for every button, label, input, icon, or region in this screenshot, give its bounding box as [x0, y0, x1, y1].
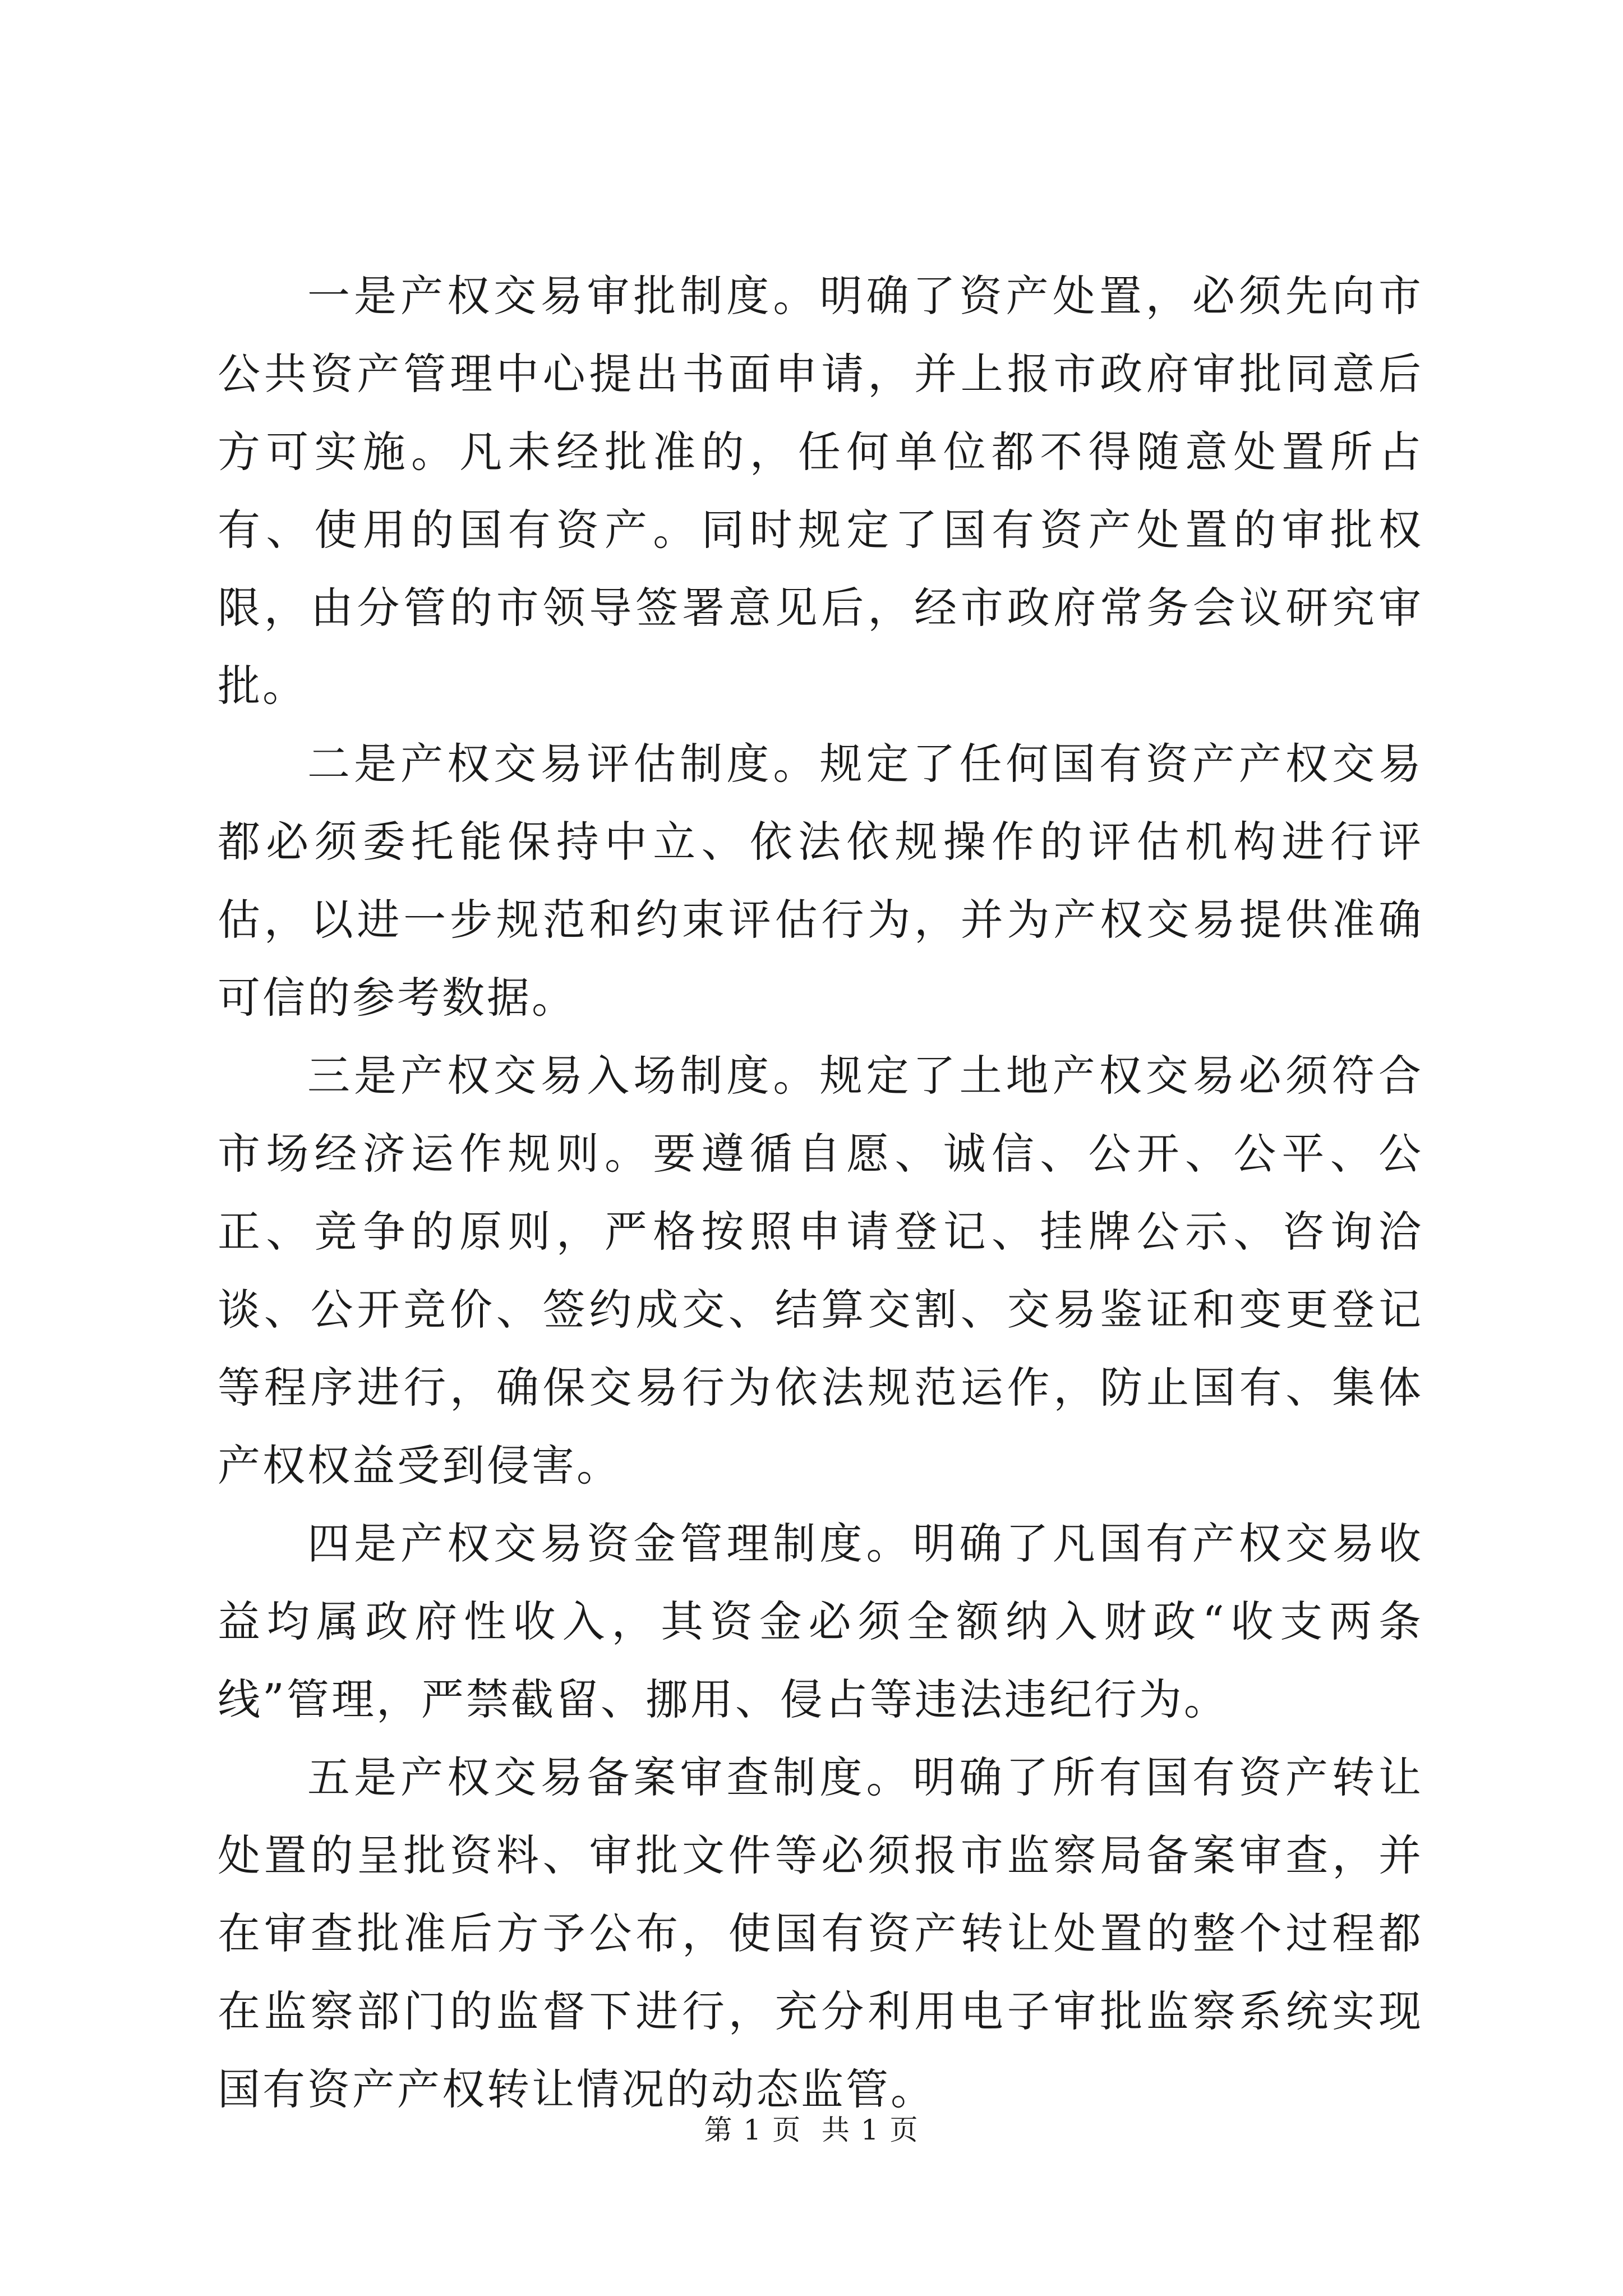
paragraph-3: 三是产权交易入场制度。规定了土地产权交易必须符合市场经济运作规则。要遵循自愿、诚信、公开、公平、公正、竞争的原则，严格按照申请登记、挂牌公示、咨询洽谈、公开竞价、签约成交、结算交割、交易鉴证和变更登记等程序进行，确保交易行为依法规范运作，防止国有、集体产权权益受到侵害。 — [218, 1051, 1423, 1490]
paragraph-4: 四是产权交易资金管理制度。明确了凡国有产权交易收益均属政府性收入，其资金必须全额纳入财政“收支两条线”管理，严禁截留、挪用、侵占等违法违纪行为。 — [218, 1519, 1423, 1724]
page-number-label: 第 1 页 共 1 页 — [704, 2114, 919, 2146]
paragraph-1: 一是产权交易审批制度。明确了资产处置，必须先向市公共资产管理中心提出书面申请，并上报市政府审批同意后方可实施。凡未经批准的，任何单位都不得随意处置所占有、使用的国有资产。同时规定了国有资产处置的审批权限，由分管的市领导签署意见后，经市政府常务会议研究审批。 — [218, 271, 1423, 711]
page-footer — [0, 2110, 1623, 2150]
paragraph-2: 二是产权交易评估制度。规定了任何国有资产产权交易都必须委托能保持中立、依法依规操作的评估机构进行评估，以进一步规范和约束评估行为，并为产权交易提供准确可信的参考数据。 — [218, 739, 1423, 1023]
document-body — [218, 257, 1423, 2128]
paragraph-5: 五是产权交易备案审查制度。明确了所有国有资产转让处置的呈批资料、审批文件等必须报市监察局备案审查，并在审查批准后方予公布，使国有资产转让处置的整个过程都在监察部门的监督下进行，充分利用电子审批监察系统实现国有资产产权转让情况的动态监管。 — [218, 1752, 1423, 2114]
